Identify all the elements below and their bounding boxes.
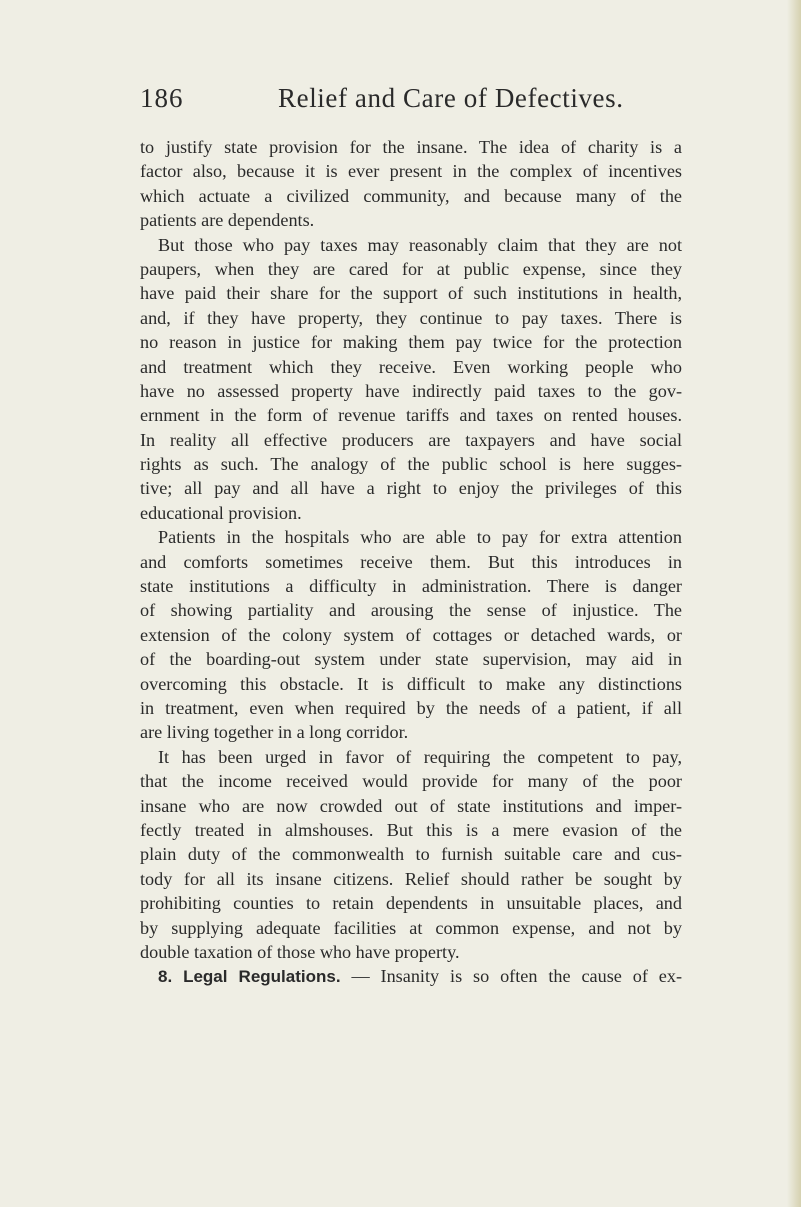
- text-line: But those who pay taxes may reasonably claim that they are not: [158, 234, 682, 255]
- text-line: by supplying adequate facilities at common expense, and not by: [140, 917, 682, 938]
- text-line: ernment in the form of revenue tariffs and taxes on rented houses.: [140, 405, 682, 426]
- text-line: rights as such. The analogy of the public school is here sugges-: [140, 454, 682, 475]
- text-line: which actuate a civilized community, and because many of the: [140, 185, 682, 206]
- body-text: [140, 135, 682, 989]
- running-title: Relief and Care of Defectives.: [278, 83, 624, 113]
- text-line: and comforts sometimes receive them. But this introduces in: [140, 551, 682, 572]
- text-line: In reality all effective producers are taxpayers and have social: [140, 429, 682, 450]
- text-line: double taxation of those who have property.: [140, 941, 460, 962]
- text-line: patients are dependents.: [140, 210, 315, 231]
- text-line: fectly treated in almshouses. But this is a mere evasion of the: [140, 819, 682, 840]
- text-line: have no assessed property have indirectly paid taxes to the gov-: [140, 380, 682, 401]
- text-line: tody for all its insane citizens. Relief should rather be sought by: [140, 868, 682, 889]
- text-line: tive; all pay and all have a right to enjoy the privileges of this: [140, 478, 682, 499]
- section-number: 8.: [158, 967, 173, 987]
- page-number: 186: [140, 83, 184, 113]
- text-line: in treatment, even when required by the needs of a patient, if all: [140, 697, 682, 718]
- text-line: that the income received would provide for many of the poor: [140, 771, 682, 792]
- text-line: of showing partiality and arousing the sense of injustice. The: [140, 600, 682, 621]
- text-line: to justify state provision for the insane. The idea of charity is a: [140, 137, 682, 157]
- page-header: [140, 83, 680, 123]
- text-line: paupers, when they are cared for at public expense, since they: [140, 258, 682, 279]
- text-line: of the boarding-out system under state supervision, may aid in: [140, 649, 682, 670]
- text-line: and treatment which they receive. Even working people who: [140, 356, 682, 377]
- text-line: overcoming this obstacle. It is difficult to make any distinctions: [140, 673, 682, 694]
- text-line: no reason in justice for making them pay twice for the protection: [140, 332, 682, 353]
- section-start-line: [140, 964, 682, 988]
- text-line: Patients in the hospitals who are able to pay for extra attention: [158, 527, 682, 548]
- text-line: plain duty of the commonwealth to furnish suitable care and cus-: [140, 844, 682, 865]
- text-line: extension of the colony system of cottages or detached wards, or: [140, 624, 682, 645]
- text-line: prohibiting counties to retain dependents in unsuitable places, and: [140, 893, 682, 914]
- text-line: insane who are now crowded out of state institutions and imper-: [140, 795, 682, 816]
- text-line: are living together in a long corridor.: [140, 722, 409, 743]
- text-line: factor also, because it is ever present in the complex of incentives: [140, 161, 682, 182]
- section-text: — Insanity is so often the cause of ex-: [340, 966, 683, 987]
- section-heading: Legal Regulations.: [183, 967, 341, 987]
- text-line: educational provision.: [140, 502, 302, 523]
- text-line: state institutions a difficulty in administration. There is danger: [140, 576, 682, 597]
- page-edge-shadow: [787, 0, 801, 1207]
- text-line: It has been urged in favor of requiring the competent to pay,: [158, 746, 682, 767]
- text-line: have paid their share for the support of such institutions in health,: [140, 283, 682, 304]
- text-line: and, if they have property, they continue to pay taxes. There is: [140, 307, 682, 328]
